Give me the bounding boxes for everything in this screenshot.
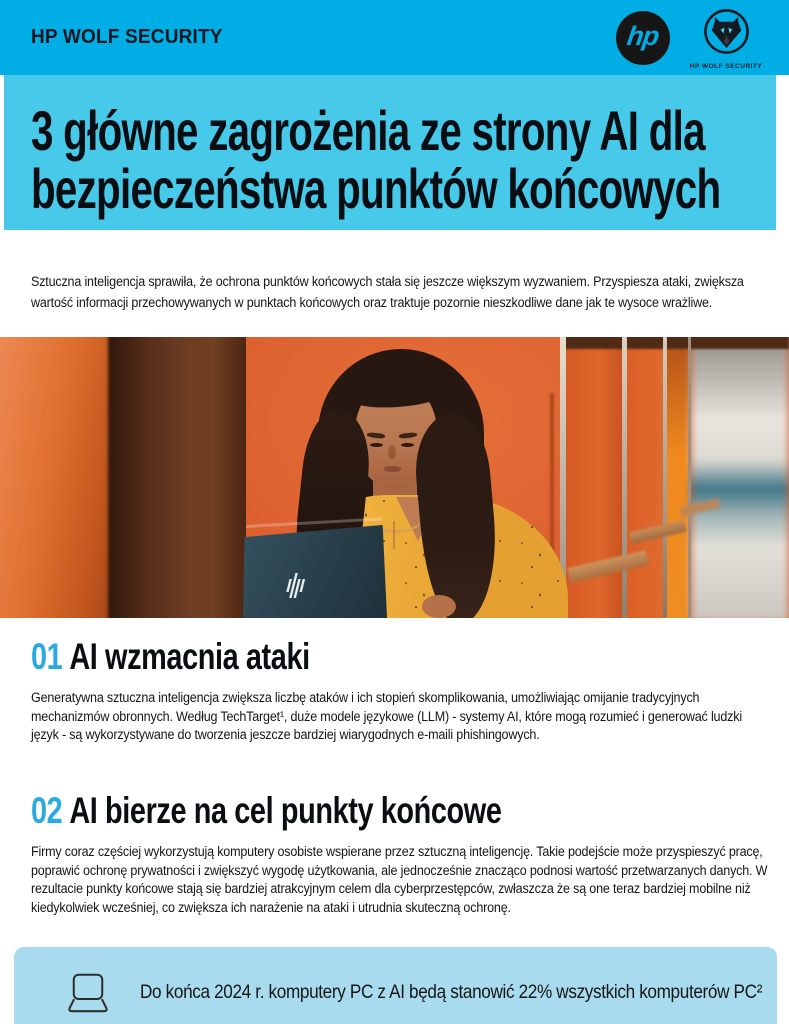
hero-title-block xyxy=(4,75,776,230)
blurred-window-background xyxy=(691,337,789,618)
section-title: AI wzmacnia ataki xyxy=(69,636,310,677)
page-title: 3 główne zagrożenia ze strony AI dla bezpieczeństwa punktów końcowych xyxy=(31,99,721,220)
photo-wood-pillar xyxy=(108,337,254,618)
wolf-head-icon xyxy=(703,8,750,55)
metal-divider xyxy=(622,337,627,618)
stat-callout-banner xyxy=(14,947,777,1024)
section-02 xyxy=(31,792,771,918)
section-title: AI bierze na cel punkty końcowe xyxy=(69,790,502,831)
woman-hand xyxy=(422,595,456,618)
photo-left-orange-panel xyxy=(0,337,120,618)
wolf-logo-caption: HP WOLF SECURITY xyxy=(689,63,763,70)
intro-paragraph: Sztuczna inteligencja sprawiła, że ochrona punktów końcowych stała się jeszcze większym wyzwaniem. Przyspiesza ataki, zwiększa wartość informacji przechowywanych w punktach końcowych oraz traktuje pozornie nieszkodliwe dane jak te wysoce wrażliwe. xyxy=(31,274,744,310)
booth-panel-bright xyxy=(667,347,688,618)
section-01-heading xyxy=(31,638,608,675)
stat-callout-text: Do końca 2024 r. komputery PC z AI będą stanowić 22% wszystkich komputerów PC² xyxy=(140,980,763,1003)
intro-section xyxy=(31,272,771,314)
section-number: 02 xyxy=(31,790,63,831)
photo-right-booths xyxy=(560,337,789,618)
laptop-hp-logo-icon xyxy=(283,569,313,603)
ceiling-beam xyxy=(560,337,789,349)
hp-logo-letters: hp xyxy=(624,20,660,51)
hp-laptop-lid xyxy=(243,525,387,618)
hp-logo-icon xyxy=(616,11,670,65)
section-01-body: Generatywna sztuczna inteligencja zwiększa liczbę ataków i ich stopień skomplikowania, umożliwiając omijanie tradycyjnych mechanizmów obronnych. Według TechTarget¹, duże modele językowe (LLM) - systemy AI, które mogą rozumieć i generować ludzki język - są wykorzystywane do tworzenia jeszcze bardziej wiarygodnych e-maili phishingowych. xyxy=(31,690,742,743)
section-01 xyxy=(31,638,771,745)
laptop-icon xyxy=(62,969,114,1019)
woman-nose xyxy=(388,445,396,460)
booth-panel xyxy=(627,337,663,618)
header-bar xyxy=(0,0,789,75)
section-02-body: Firmy coraz częściej wykorzystują komputery osobiste wspierane przez sztuczną inteligencję. Takie podejście może przyspieszyć pracę, poprawić ochronę prywatności i zwiększyć wygodę użytkowania, ale jednocześnie znacząco podnosi wartość przetwarzanych danych. W rezultacie punkty końcowe stają się bardziej atrakcyjnym celem dla cyberprzestępców, zwłaszcza że są one teraz bardziej mobilne niż kiedykolwiek wcześniej, co zwiększa ich narażenie na ataki i utrudnia skuteczną ochronę. xyxy=(31,844,768,915)
metal-divider xyxy=(663,337,667,618)
woman-eye xyxy=(370,443,383,447)
brand-wordmark: HP WOLF SECURITY xyxy=(31,26,223,48)
woman-lips xyxy=(384,466,401,472)
section-number: 01 xyxy=(31,636,63,677)
hero-photo xyxy=(0,337,789,618)
necklace-pendant xyxy=(393,521,395,549)
hp-wolf-security-logo xyxy=(686,8,766,70)
metal-divider xyxy=(688,337,691,618)
woman-eye xyxy=(401,443,414,447)
section-02-heading xyxy=(31,792,608,829)
